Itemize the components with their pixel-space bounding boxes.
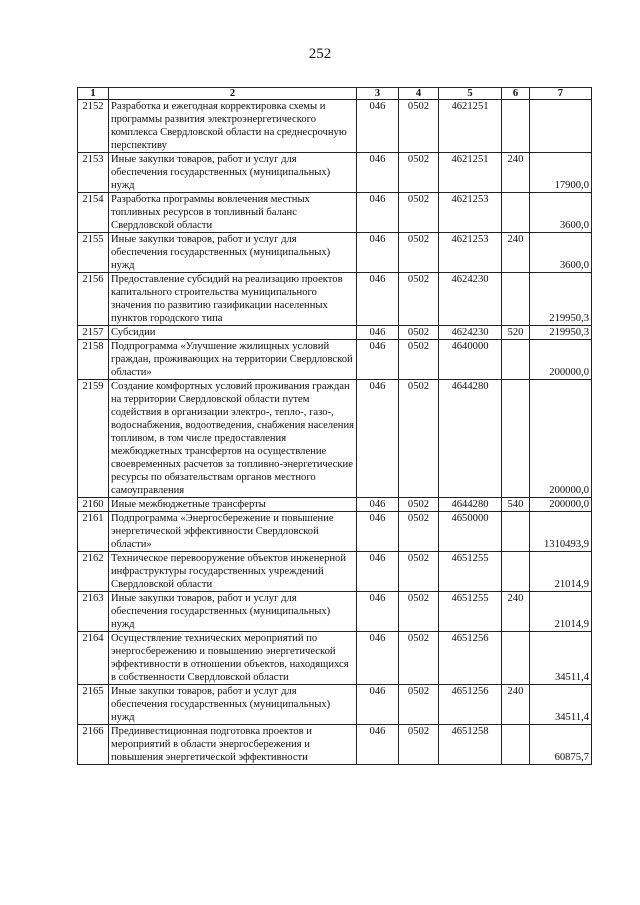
row-section-code: 0502	[399, 498, 439, 512]
row-admin-code: 046	[357, 632, 399, 685]
row-name: Техническое перевооружение объектов инженерной инфраструктуры государственных учреждений Свердловской области	[109, 552, 357, 592]
row-section-code: 0502	[399, 632, 439, 685]
row-name: Иные закупки товаров, работ и услуг для обеспечения государственных (муниципальных) нужд	[109, 233, 357, 273]
row-name: Иные межбюджетные трансферты	[109, 498, 357, 512]
row-number: 2154	[78, 193, 109, 233]
row-target-code: 4624230	[439, 273, 502, 326]
row-number: 2162	[78, 552, 109, 592]
row-amount: 21014,9	[530, 552, 592, 592]
row-section-code: 0502	[399, 273, 439, 326]
row-number: 2163	[78, 592, 109, 632]
row-admin-code: 046	[357, 153, 399, 193]
row-admin-code: 046	[357, 552, 399, 592]
row-number: 2157	[78, 326, 109, 340]
row-section-code: 0502	[399, 685, 439, 725]
row-target-code: 4621251	[439, 153, 502, 193]
row-section-code: 0502	[399, 100, 439, 153]
row-expense-type: 240	[502, 592, 530, 632]
row-target-code: 4650000	[439, 512, 502, 552]
row-amount: 3600,0	[530, 233, 592, 273]
table-row	[78, 153, 592, 193]
row-number: 2158	[78, 340, 109, 380]
row-number: 2153	[78, 153, 109, 193]
row-amount	[530, 100, 592, 153]
col-header-5: 5	[439, 88, 502, 100]
table-header-row	[78, 88, 592, 100]
row-number: 2164	[78, 632, 109, 685]
row-name: Разработка программы вовлечения местных топливных ресурсов в топливный баланс Свердловской области	[109, 193, 357, 233]
row-expense-type: 240	[502, 233, 530, 273]
row-number: 2161	[78, 512, 109, 552]
table-row	[78, 233, 592, 273]
row-section-code: 0502	[399, 552, 439, 592]
row-expense-type	[502, 193, 530, 233]
row-target-code: 4644280	[439, 380, 502, 498]
row-name: Иные закупки товаров, работ и услуг для обеспечения государственных (муниципальных) нужд	[109, 153, 357, 193]
row-target-code: 4640000	[439, 340, 502, 380]
row-amount: 17900,0	[530, 153, 592, 193]
table-row	[78, 512, 592, 552]
table-row	[78, 193, 592, 233]
table-row	[78, 100, 592, 153]
row-expense-type	[502, 380, 530, 498]
row-number: 2160	[78, 498, 109, 512]
row-target-code: 4651255	[439, 552, 502, 592]
table-row	[78, 592, 592, 632]
row-amount: 200000,0	[530, 498, 592, 512]
row-section-code: 0502	[399, 380, 439, 498]
table-row	[78, 340, 592, 380]
row-expense-type	[502, 340, 530, 380]
row-admin-code: 046	[357, 512, 399, 552]
row-expense-type	[502, 552, 530, 592]
row-name: Предоставление субсидий на реализацию проектов капитального строительства муниципального значения по развитию газификации населенных пунктов городского типа	[109, 273, 357, 326]
col-header-2: 2	[109, 88, 357, 100]
row-name: Осуществление технических мероприятий по энергосбережению и повышению энергетической эффективности в отношении объектов, находящихся в собственности Свердловской области	[109, 632, 357, 685]
row-number: 2152	[78, 100, 109, 153]
row-target-code: 4651256	[439, 632, 502, 685]
row-admin-code: 046	[357, 193, 399, 233]
table-row	[78, 552, 592, 592]
row-amount: 34511,4	[530, 685, 592, 725]
row-admin-code: 046	[357, 592, 399, 632]
row-admin-code: 046	[357, 100, 399, 153]
row-target-code: 4621251	[439, 100, 502, 153]
row-expense-type: 240	[502, 153, 530, 193]
row-name: Подпрограмма «Энергосбережение и повышение энергетической эффективности Свердловской области»	[109, 512, 357, 552]
table-row	[78, 498, 592, 512]
row-amount: 219950,3	[530, 273, 592, 326]
row-expense-type	[502, 273, 530, 326]
row-amount: 200000,0	[530, 380, 592, 498]
row-admin-code: 046	[357, 498, 399, 512]
row-name: Прединвестиционная подготовка проектов и мероприятий в области энергосбережения и повышения энергетической эффективности	[109, 725, 357, 765]
row-number: 2155	[78, 233, 109, 273]
row-number: 2165	[78, 685, 109, 725]
col-header-4: 4	[399, 88, 439, 100]
row-target-code: 4644280	[439, 498, 502, 512]
table-row	[78, 380, 592, 498]
row-name: Подпрограмма «Улучшение жилищных условий граждан, проживающих на территории Свердловской области»	[109, 340, 357, 380]
row-section-code: 0502	[399, 233, 439, 273]
row-expense-type	[502, 725, 530, 765]
row-target-code: 4624230	[439, 326, 502, 340]
row-admin-code: 046	[357, 233, 399, 273]
table-row	[78, 685, 592, 725]
row-expense-type	[502, 632, 530, 685]
row-amount: 34511,4	[530, 632, 592, 685]
row-admin-code: 046	[357, 725, 399, 765]
table-row	[78, 632, 592, 685]
row-section-code: 0502	[399, 153, 439, 193]
row-name: Иные закупки товаров, работ и услуг для обеспечения государственных (муниципальных) нужд	[109, 592, 357, 632]
row-number: 2159	[78, 380, 109, 498]
col-header-3: 3	[357, 88, 399, 100]
row-amount: 200000,0	[530, 340, 592, 380]
table-row	[78, 326, 592, 340]
row-expense-type	[502, 100, 530, 153]
row-amount: 60875,7	[530, 725, 592, 765]
row-target-code: 4621253	[439, 193, 502, 233]
col-header-7: 7	[530, 88, 592, 100]
col-header-1: 1	[78, 88, 109, 100]
row-section-code: 0502	[399, 340, 439, 380]
row-expense-type: 240	[502, 685, 530, 725]
row-section-code: 0502	[399, 326, 439, 340]
budget-table	[77, 87, 592, 765]
col-header-6: 6	[502, 88, 530, 100]
row-amount: 3600,0	[530, 193, 592, 233]
row-name: Создание комфортных условий проживания граждан на территории Свердловской области путем содействия в организации электро-, тепло-, газо-, водоснабжения, водоотведения, снабжения населения топливом, в том числе предоставления межбюджетных трансфертов на осуществление своевременных расчетов за топливно-энергетические ресурсы по обязательствам органов местного самоуправления	[109, 380, 357, 498]
row-name: Иные закупки товаров, работ и услуг для обеспечения государственных (муниципальных) нужд	[109, 685, 357, 725]
row-target-code: 4651256	[439, 685, 502, 725]
row-admin-code: 046	[357, 326, 399, 340]
row-name: Субсидии	[109, 326, 357, 340]
row-amount: 219950,3	[530, 326, 592, 340]
row-number: 2156	[78, 273, 109, 326]
row-number: 2166	[78, 725, 109, 765]
row-expense-type: 520	[502, 326, 530, 340]
row-amount: 1310493,9	[530, 512, 592, 552]
row-admin-code: 046	[357, 685, 399, 725]
row-target-code: 4651255	[439, 592, 502, 632]
row-admin-code: 046	[357, 340, 399, 380]
row-target-code: 4651258	[439, 725, 502, 765]
row-section-code: 0502	[399, 725, 439, 765]
row-admin-code: 046	[357, 380, 399, 498]
table-row	[78, 273, 592, 326]
row-section-code: 0502	[399, 193, 439, 233]
row-amount: 21014,9	[530, 592, 592, 632]
row-admin-code: 046	[357, 273, 399, 326]
page-number: 252	[308, 46, 332, 62]
row-section-code: 0502	[399, 592, 439, 632]
row-name: Разработка и ежегодная корректировка схемы и программы развития электроэнергетического комплекса Свердловской области на среднесрочную перспективу	[109, 100, 357, 153]
row-section-code: 0502	[399, 512, 439, 552]
row-expense-type: 540	[502, 498, 530, 512]
row-target-code: 4621253	[439, 233, 502, 273]
row-expense-type	[502, 512, 530, 552]
table-row	[78, 725, 592, 765]
